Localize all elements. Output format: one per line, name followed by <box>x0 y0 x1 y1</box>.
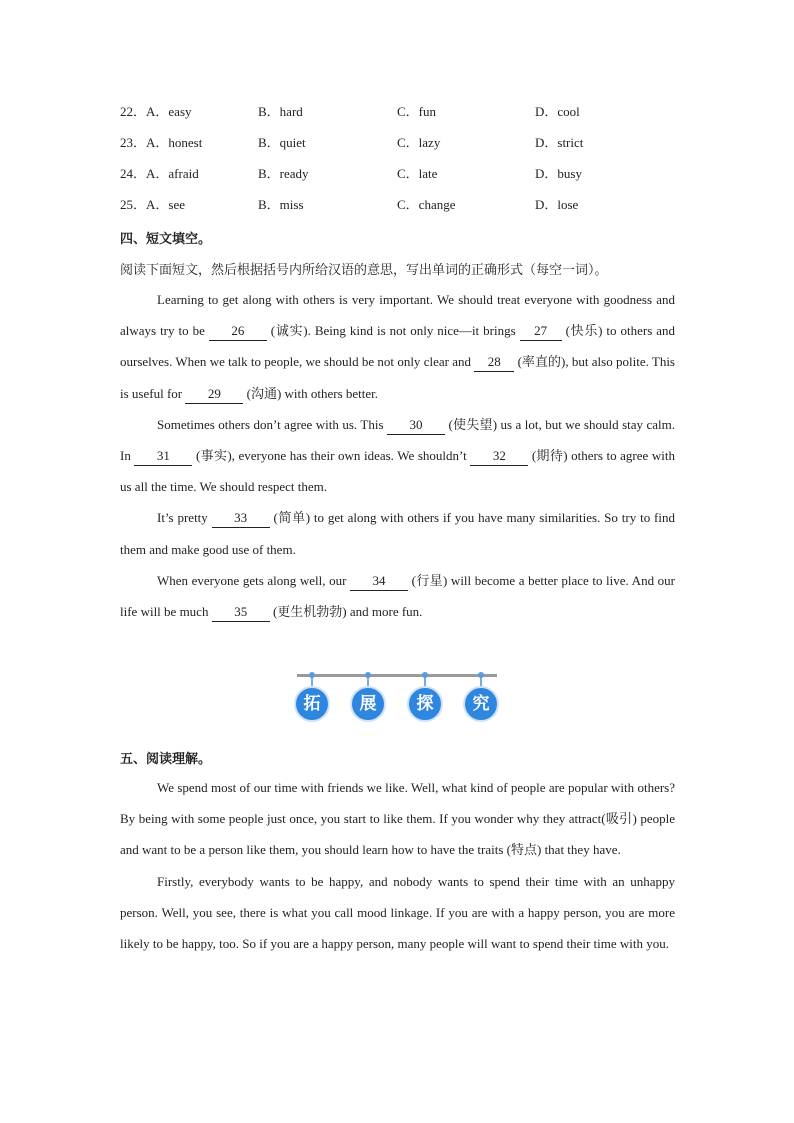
extension-banner <box>293 670 503 732</box>
question-25-options <box>120 193 680 224</box>
section-4-title: 四、短文填空。 <box>120 231 212 246</box>
option-c: C．lazy <box>397 135 441 150</box>
option-a: 22．A．easy <box>120 104 192 119</box>
cloze-passage <box>120 284 675 627</box>
option-a: 25．A．see <box>120 197 186 212</box>
passage-paragraph-4: When everyone gets along well, our 34 (行星) will become a better place to live. And our life will be much 35 (更生机勃勃) and more fun. <box>120 565 675 627</box>
passage-paragraph-2: Sometimes others don’t agree with us. This 30 (使失望) us a lot, but we should stay calm. In 31 (事实), everyone has their own ideas. We shouldn’t 32 (期待) others to agree with us all the time. We should respect them. <box>120 416 675 495</box>
option-d: D．strict <box>535 135 584 150</box>
reading-passage <box>120 772 675 959</box>
passage-paragraph-3: It’s pretty 33 (简单) to get along with others if you have many similarities. So try to find them and make good use of them. <box>120 510 675 557</box>
blank-31[interactable]: 31 <box>134 447 192 466</box>
banner-node <box>309 672 315 678</box>
section-4-instruction: 阅读下面短文，然后根据括号内所给汉语的意思，写出单词的正确形式（每空一词）。 <box>120 262 608 277</box>
reading-paragraph-2: Firstly, everybody wants to be happy, and nobody wants to spend their time with an unhappy person. Well, you see, there is what you call mood linkage. If you are with a happy person, you are more likely to be happy, too. So if you are a happy person, many people will want to spend their time with you. <box>120 873 675 952</box>
banner-node <box>365 672 371 678</box>
question-24-options <box>120 162 680 193</box>
option-c: C．late <box>397 166 438 181</box>
option-d: D．lose <box>535 197 579 212</box>
option-c: C．change <box>397 197 456 212</box>
option-b: B．ready <box>258 166 309 181</box>
banner-bar <box>297 674 497 677</box>
option-b: B．miss <box>258 197 304 212</box>
option-c: C．fun <box>397 104 437 119</box>
banner-char: 究 <box>463 686 499 722</box>
passage-paragraph-1: Learning to get along with others is very important. We should treat everyone with goodness and always try to be 26 (诚实). Being kind is not only nice—it brings 27 (快乐) to others and ourselves. When we talk to people, we should be not only clear and 28 (率直的), but also polite. This is useful for 29 (沟通) with others better. <box>120 284 675 409</box>
blank-27[interactable]: 27 <box>520 322 562 341</box>
choice-options <box>120 100 680 224</box>
blank-29[interactable]: 29 <box>185 385 243 404</box>
blank-32[interactable]: 32 <box>470 447 528 466</box>
option-a: 24．A．afraid <box>120 166 199 181</box>
banner-node <box>422 672 428 678</box>
blank-28[interactable]: 28 <box>474 353 514 372</box>
blank-26[interactable]: 26 <box>209 322 267 341</box>
reading-paragraph-1: We spend most of our time with friends we like. Well, what kind of people are popular with others? By being with some people just once, you start to like them. If you wonder why they attract(吸引) people and want to be a person like them, you should learn how to have the traits (特点) that they have. <box>120 780 675 858</box>
banner-char: 探 <box>407 686 443 722</box>
banner-node <box>478 672 484 678</box>
question-23-options <box>120 131 680 162</box>
option-b: B．hard <box>258 104 303 119</box>
blank-34[interactable]: 34 <box>350 572 408 591</box>
option-d: D．busy <box>535 166 582 181</box>
option-b: B．quiet <box>258 135 306 150</box>
section-5-title: 五、阅读理解。 <box>120 751 212 766</box>
blank-33[interactable]: 33 <box>212 509 270 528</box>
option-d: D．cool <box>535 104 580 119</box>
blank-30[interactable]: 30 <box>387 416 445 435</box>
banner-char: 拓 <box>294 686 330 722</box>
question-22-options <box>120 100 680 131</box>
banner-char: 展 <box>350 686 386 722</box>
option-a: 23．A．honest <box>120 135 203 150</box>
blank-35[interactable]: 35 <box>212 603 270 622</box>
